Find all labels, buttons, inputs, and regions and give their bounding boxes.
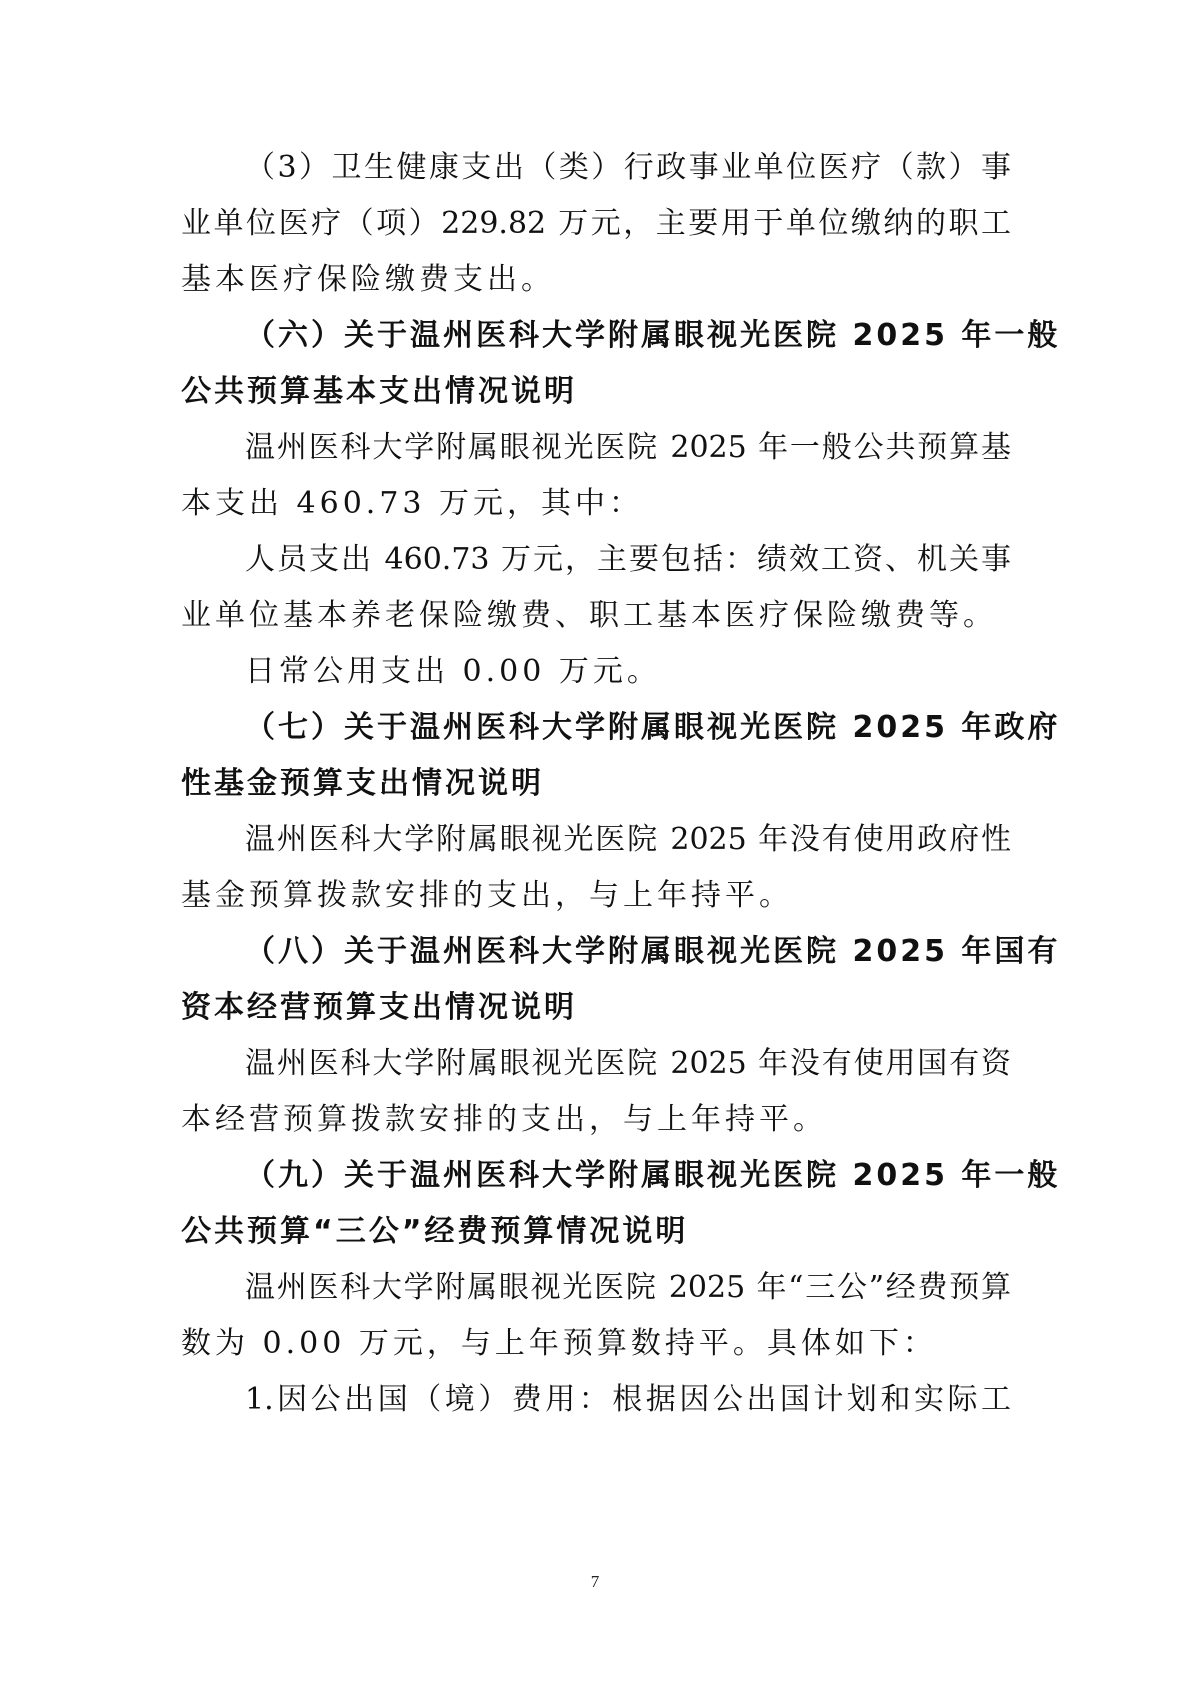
paragraph-line: 业单位医疗（项）229.82 万元，主要用于单位缴纳的职工 bbox=[181, 206, 1011, 241]
section-heading-line: （八）关于温州医科大学附属眼视光医院 2025 年国有 bbox=[245, 934, 1061, 969]
paragraph-line: 本经营预算拨款安排的支出，与上年持平。 bbox=[181, 1102, 827, 1137]
paragraph-line: 基本医疗保险缴费支出。 bbox=[181, 262, 555, 297]
section-heading-line: 公共预算基本支出情况说明 bbox=[181, 374, 577, 409]
section-heading-line: 资本经营预算支出情况说明 bbox=[181, 990, 577, 1025]
section-heading-line: 性基金预算支出情况说明 bbox=[181, 766, 544, 801]
paragraph-line: 业单位基本养老保险缴费、职工基本医疗保险缴费等。 bbox=[181, 598, 997, 633]
section-heading-line: （七）关于温州医科大学附属眼视光医院 2025 年政府 bbox=[245, 710, 1061, 745]
paragraph-line: 1.因公出国（境）费用：根据因公出国计划和实际工 bbox=[245, 1382, 1011, 1417]
paragraph-line: 本支出 460.73 万元，其中： bbox=[181, 486, 644, 521]
paragraph-line: （3）卫生健康支出（类）行政事业单位医疗（款）事 bbox=[245, 150, 1011, 185]
paragraph-line: 温州医科大学附属眼视光医院 2025 年一般公共预算基 bbox=[245, 430, 1011, 465]
paragraph-line: 数为 0.00 万元，与上年预算数持平。具体如下： bbox=[181, 1326, 937, 1361]
paragraph-line: 基金预算拨款安排的支出，与上年持平。 bbox=[181, 878, 793, 913]
paragraph-line: 温州医科大学附属眼视光医院 2025 年“三公”经费预算 bbox=[245, 1270, 1011, 1305]
paragraph-line: 温州医科大学附属眼视光医院 2025 年没有使用国有资 bbox=[245, 1046, 1011, 1081]
section-heading-line: 公共预算“三公”经费预算情况说明 bbox=[181, 1214, 689, 1249]
paragraph-line: 温州医科大学附属眼视光医院 2025 年没有使用政府性 bbox=[245, 822, 1011, 857]
section-heading-line: （九）关于温州医科大学附属眼视光医院 2025 年一般 bbox=[245, 1158, 1061, 1193]
section-heading-line: （六）关于温州医科大学附属眼视光医院 2025 年一般 bbox=[245, 318, 1061, 353]
page-number: 7 bbox=[590, 1572, 600, 1591]
paragraph-line: 人员支出 460.73 万元，主要包括：绩效工资、机关事 bbox=[245, 542, 1011, 577]
paragraph-line: 日常公用支出 0.00 万元。 bbox=[245, 654, 661, 689]
